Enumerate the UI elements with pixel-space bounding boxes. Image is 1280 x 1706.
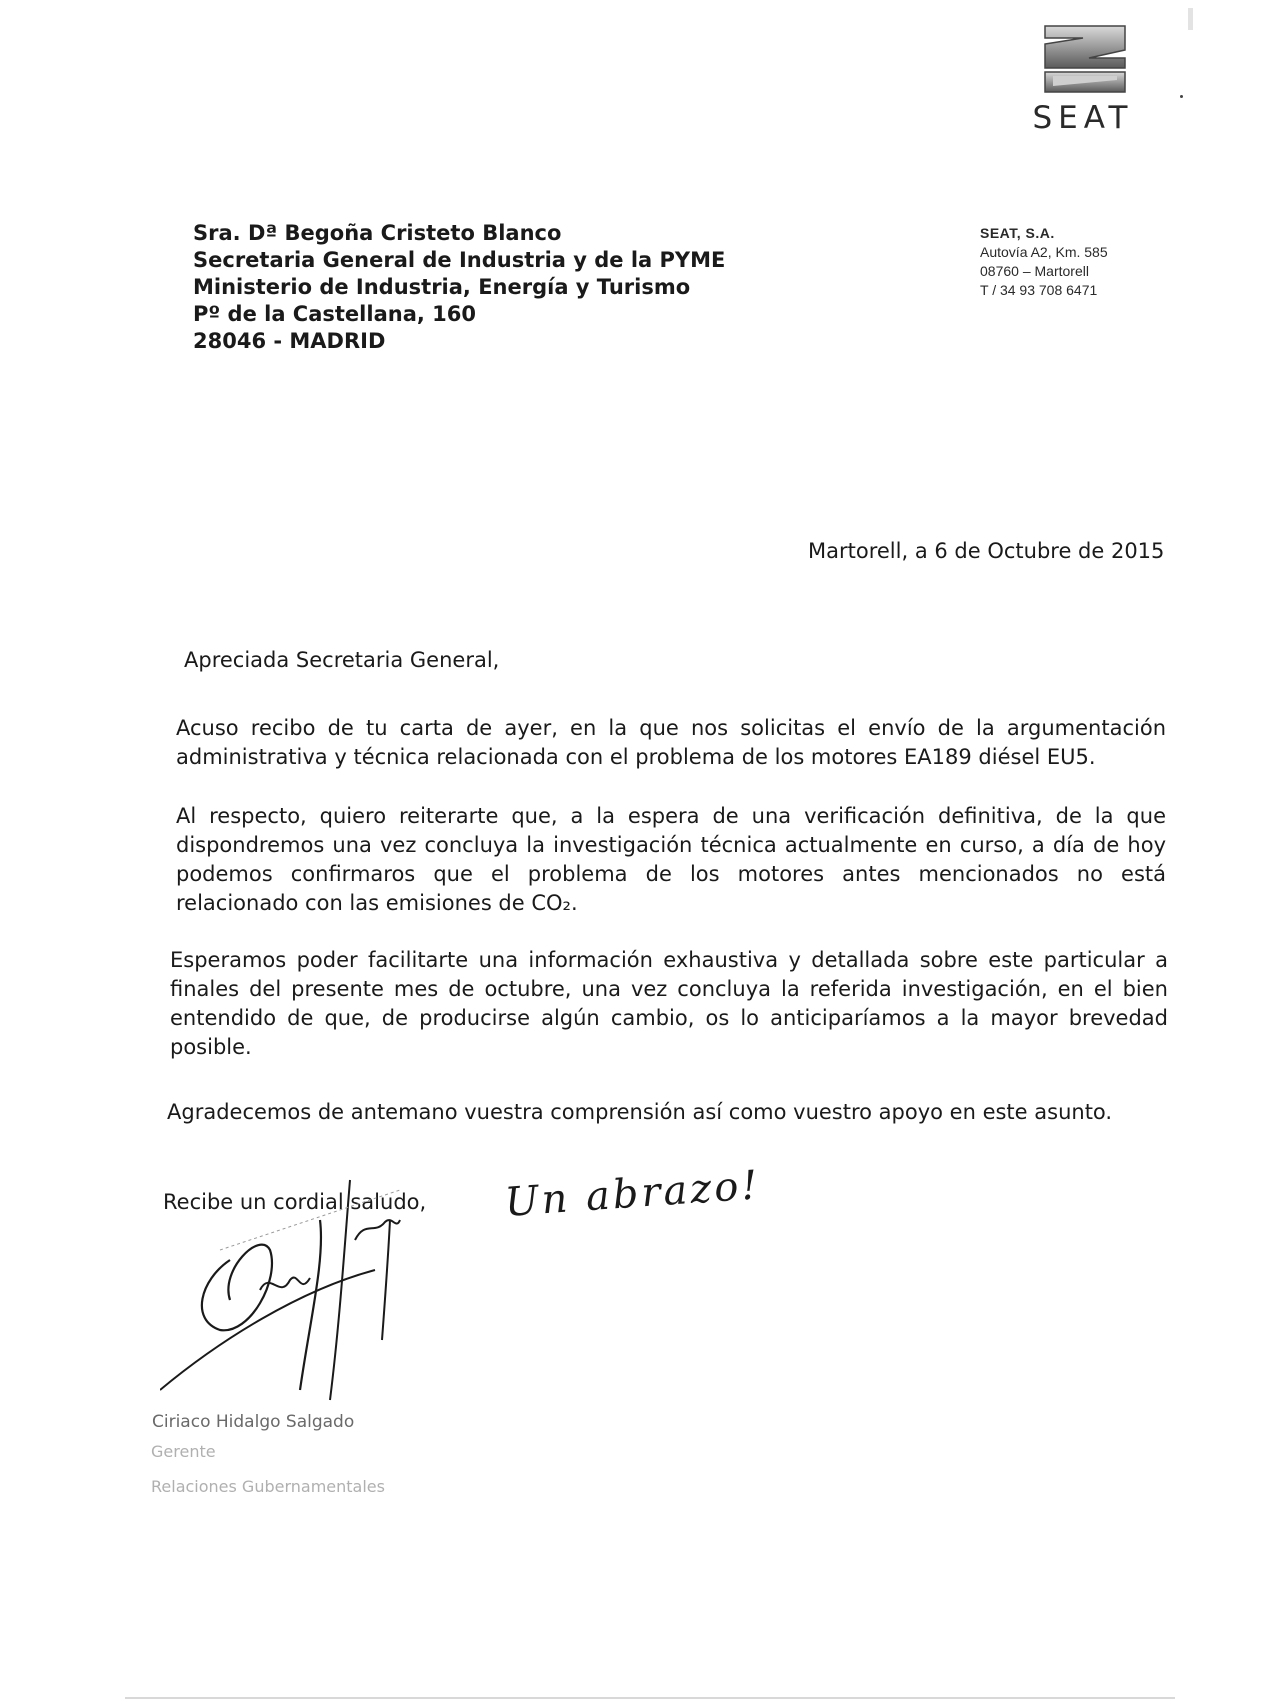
seat-s-logo-icon bbox=[1027, 20, 1137, 100]
sender-phone: T / 34 93 708 6471 bbox=[980, 282, 1098, 298]
recipient-city: 28046 - MADRID bbox=[193, 329, 386, 353]
paragraph-expectation bbox=[170, 946, 1168, 1062]
paragraph-line: relacionado con las emisiones de CO₂. bbox=[176, 891, 578, 915]
signer-role: Gerente bbox=[151, 1442, 216, 1461]
scan-artifact bbox=[1188, 8, 1193, 30]
salutation: Apreciada Secretaria General, bbox=[184, 648, 500, 672]
logo-wordmark: SEAT bbox=[1032, 100, 1134, 136]
sender-address bbox=[980, 224, 1108, 300]
scan-dot bbox=[1180, 95, 1183, 98]
paragraph-line: Esperamos poder facilitarte una información exhaustiva y detallada sobre este particular a bbox=[170, 948, 1168, 972]
paragraph-line: Al respecto, quiero reiterarte que, a la espera de una verificación definitiva, de la que bbox=[176, 804, 1166, 828]
paragraph-line: dispondremos una vez concluya la investigación técnica actualmente en curso, a día de hoy bbox=[176, 833, 1166, 857]
sender-company: SEAT, S.A. bbox=[980, 225, 1055, 241]
sender-street: Autovía A2, Km. 585 bbox=[980, 244, 1108, 260]
closing-regards: Recibe un cordial saludo, bbox=[163, 1190, 427, 1214]
seat-logo bbox=[1015, 20, 1155, 136]
paragraph-line: entendido de que, de producirse algún cambio, os lo anticiparíamos a la mayor brevedad bbox=[170, 1006, 1168, 1030]
signer-department: Relaciones Gubernamentales bbox=[151, 1477, 385, 1496]
paragraph-thanks: Agradecemos de antemano vuestra comprensión así como vuestro apoyo en este asunto. bbox=[167, 1100, 1113, 1124]
handwritten-note: Un abrazo! bbox=[503, 1162, 762, 1226]
recipient-name: Sra. Dª Begoña Cristeto Blanco bbox=[193, 221, 562, 245]
letter-date: Martorell, a 6 de Octubre de 2015 bbox=[808, 539, 1165, 563]
paragraph-line: podemos confirmaros que el problema de los motores antes mencionados no está bbox=[176, 862, 1166, 886]
handwritten-signature bbox=[160, 1160, 460, 1410]
paragraph-line: administrativa y técnica relacionada con el problema de los motores EA189 diésel EU5. bbox=[176, 745, 1096, 769]
paragraph-line: posible. bbox=[170, 1035, 252, 1059]
signer-name: Ciriaco Hidalgo Salgado bbox=[152, 1412, 355, 1432]
paragraph-acknowledgement bbox=[176, 714, 1166, 772]
paragraph-line: finales del presente mes de octubre, una vez concluya la referida investigación, en el bien bbox=[170, 977, 1168, 1001]
recipient-ministry: Ministerio de Industria, Energía y Turismo bbox=[193, 275, 691, 299]
paragraph-reiteration bbox=[176, 802, 1166, 918]
recipient-street: Pº de la Castellana, 160 bbox=[193, 302, 476, 326]
scan-edge-line bbox=[125, 1697, 1175, 1699]
paragraph-line: Acuso recibo de tu carta de ayer, en la que nos solicitas el envío de la argumentación bbox=[176, 716, 1166, 740]
recipient-title: Secretaria General de Industria y de la PYME bbox=[193, 248, 726, 272]
recipient-address bbox=[193, 220, 725, 355]
sender-city: 08760 – Martorell bbox=[980, 263, 1089, 279]
